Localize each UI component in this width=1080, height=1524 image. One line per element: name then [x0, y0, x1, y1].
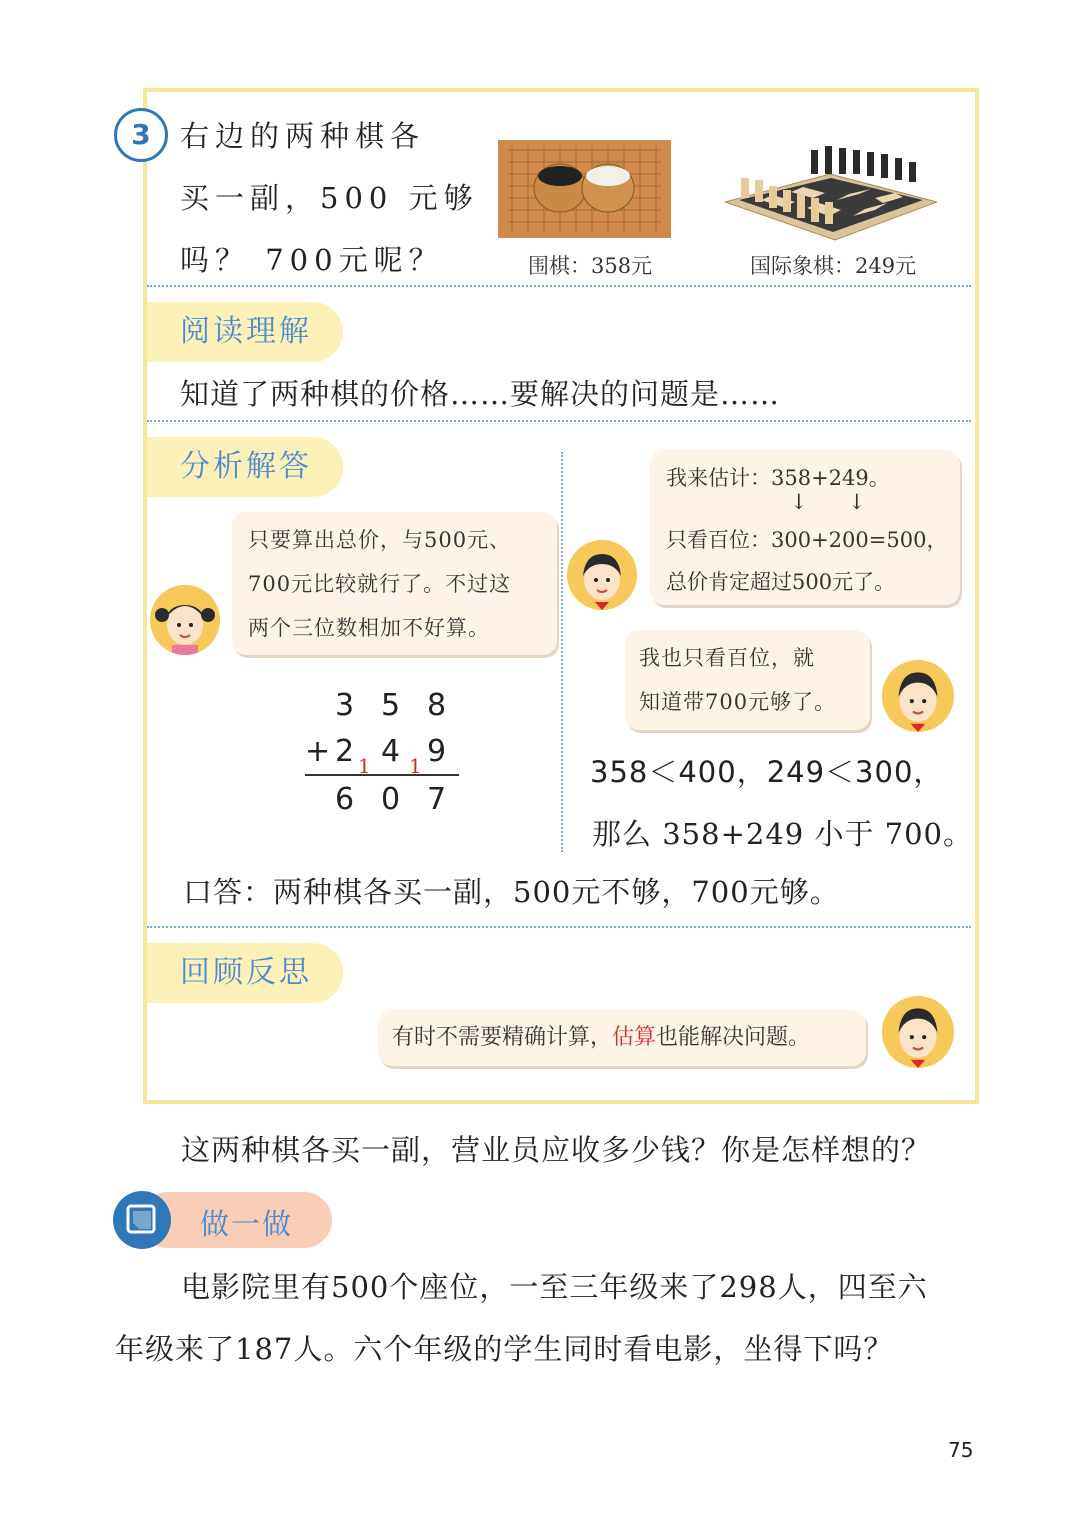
- divider: [147, 926, 971, 928]
- bubble-line: 700元比较就行了。不过这: [248, 572, 512, 596]
- section-title-analysis: 分析解答: [147, 437, 343, 497]
- carry-mark: 1: [358, 754, 371, 778]
- exercise-icon: [113, 1191, 171, 1249]
- girl-avatar: [150, 585, 220, 655]
- carry-mark: 1: [409, 754, 422, 778]
- vertical-addition: [305, 688, 460, 823]
- exercise-line-2: 年级来了187人。六个年级的学生同时看电影，坐得下吗？: [115, 1332, 894, 1366]
- digit: 5: [381, 688, 401, 723]
- review-text-post: 也能解决问题。: [656, 1025, 811, 1050]
- chess-caption: 国际象棋：249元: [750, 254, 917, 278]
- digit: 9: [427, 734, 447, 769]
- bubble-line: 两个三位数相加不好算。: [248, 616, 490, 640]
- bubble-line: 只要算出总价，与500元、: [248, 528, 512, 552]
- arrow-down-icon: ↓: [848, 490, 866, 514]
- review-text-pre: 有时不需要精确计算，: [392, 1025, 613, 1050]
- boy-avatar: [567, 540, 637, 610]
- comparison-line-1: 358＜400，249＜300，: [590, 755, 944, 789]
- question-line-2: 买一副，500 元够: [180, 181, 479, 215]
- digit: 3: [335, 688, 355, 723]
- comparison-line-2: 那么 358+249 小于 700。: [592, 817, 974, 851]
- go-caption: 围棋：358元: [528, 254, 653, 278]
- review-text-highlight: 估算: [612, 1025, 657, 1050]
- plus-sign: +: [305, 734, 331, 769]
- digit: 2: [335, 734, 355, 769]
- digit: 6: [335, 782, 355, 817]
- estimate-line-1: 我来估计：358+249。: [666, 466, 890, 490]
- boy-avatar: [882, 660, 954, 732]
- arrow-down-icon: ↓: [790, 490, 808, 514]
- exercise-title: 做一做: [200, 1207, 294, 1241]
- chess-set-image: [725, 140, 937, 242]
- boy-avatar: [882, 996, 954, 1068]
- divider: [147, 285, 971, 287]
- exercise-line-1: 电影院里有500个座位，一至三年级来了298人，四至六: [181, 1270, 928, 1304]
- estimate-line-2: 只看百位：300+200=500，: [666, 528, 948, 552]
- digit: 0: [381, 782, 401, 817]
- digit: 7: [427, 782, 447, 817]
- bubble-line: 知道带700元够了。: [639, 690, 837, 714]
- section-title-review: 回顾反思: [147, 943, 343, 1003]
- reading-text: 知道了两种棋的价格……要解决的问题是……: [180, 377, 781, 411]
- problem-number-badge: 3: [114, 108, 168, 162]
- oral-answer: 口答：两种棋各买一副，500元不够，700元够。: [183, 875, 840, 909]
- go-set-image: [498, 140, 671, 238]
- digit: 8: [427, 688, 447, 723]
- bubble-line: 我也只看百位，就: [639, 646, 815, 670]
- estimate-speech-bubble: [650, 450, 960, 605]
- divider: [147, 420, 971, 422]
- page-number: 75: [948, 1438, 974, 1462]
- question-line-3: 吗？ 700元呢？: [180, 243, 444, 277]
- section-title-reading: 阅读理解: [147, 302, 343, 362]
- girl-speech-bubble: [232, 512, 557, 655]
- digit: 4: [381, 734, 401, 769]
- sum-line: [305, 774, 459, 776]
- followup-question: 这两种棋各买一副，营业员应收多少钱？你是怎样想的？: [181, 1133, 932, 1167]
- question-line-1: 右边的两种棋各: [180, 119, 426, 153]
- estimate-line-3: 总价肯定超过500元了。: [666, 570, 896, 594]
- column-divider: [561, 452, 563, 852]
- review-speech-bubble: [378, 1010, 866, 1066]
- boy-speech-bubble: [625, 630, 870, 730]
